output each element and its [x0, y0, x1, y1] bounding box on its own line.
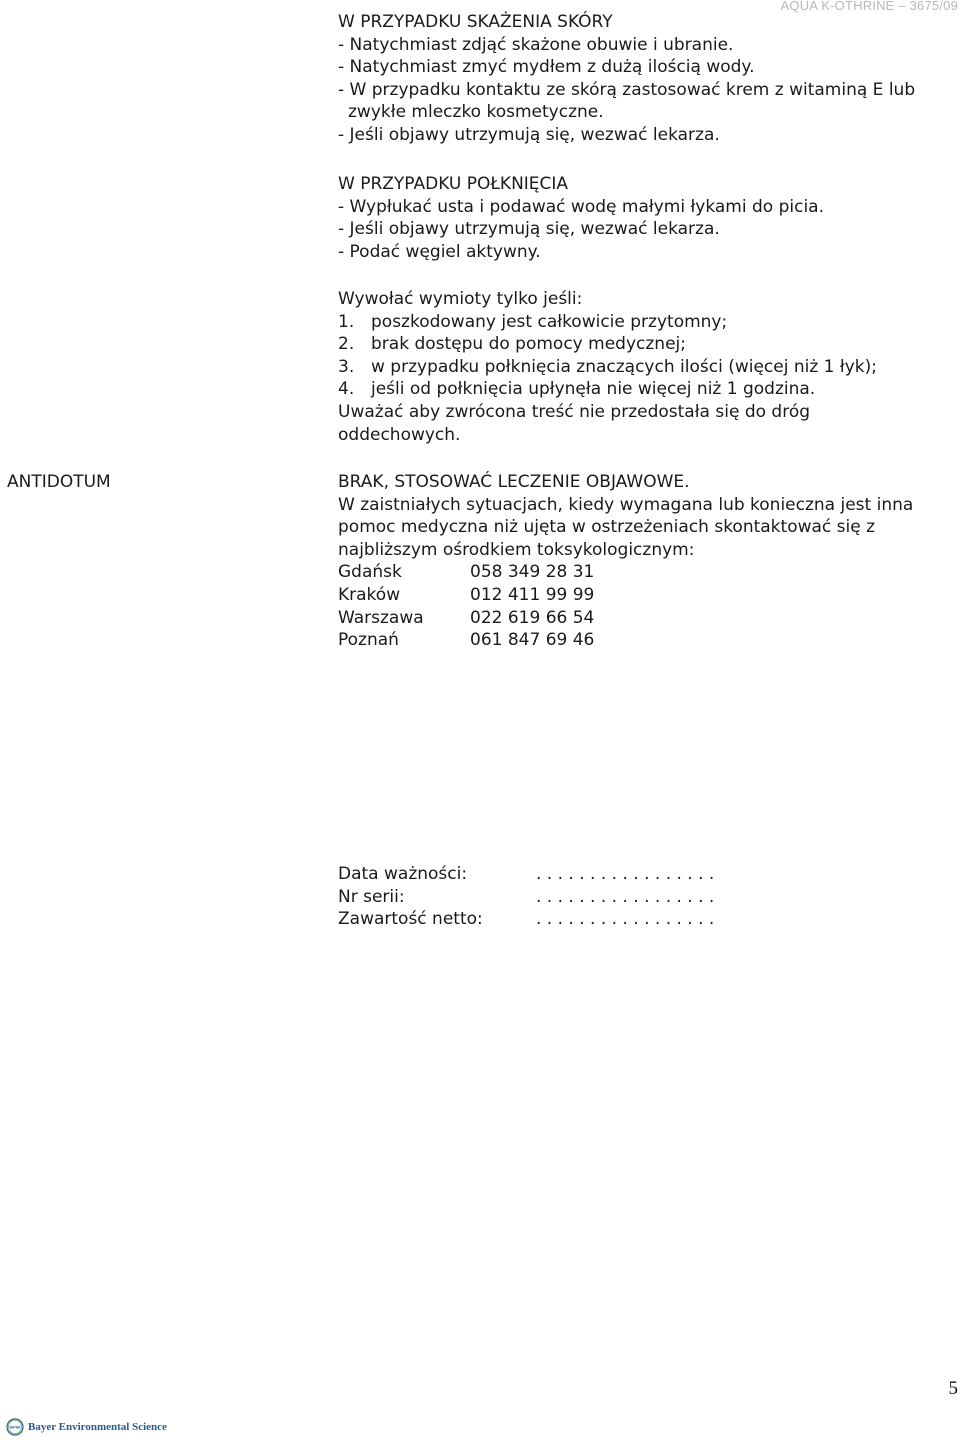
item-number: 1.: [338, 311, 355, 332]
skin-section: [338, 11, 948, 147]
antidote-text: W zaistniałych sytuacjach, kiedy wymagana lub konieczna jest inna pomoc medyczna niż ujęta w ostrzeżeniach skontaktować się z najbliższym ośrodkiem toksykologicznym:: [338, 494, 914, 560]
antidote-heading: BRAK, STOSOWAĆ LECZENIE OBJAWOWE.: [338, 472, 690, 492]
item-text: poszkodowany jest całkowicie przytomny;: [371, 311, 728, 332]
list-item: - Jeśli objawy utrzymują się, wezwać lekarza.: [338, 219, 720, 240]
section-intro: Wywołać wymioty tylko jeśli:: [338, 289, 583, 309]
bayer-cross-logo-icon: [6, 1418, 24, 1436]
section-heading: W PRZYPADKU SKAŻENIA SKÓRY: [338, 12, 613, 32]
numbered-item: [338, 378, 948, 401]
numbered-item: [338, 356, 948, 379]
list-item: - Podać węgiel aktywny.: [338, 241, 541, 262]
page-number: 5: [948, 1378, 958, 1399]
vomit-section: [338, 288, 948, 446]
item-number: 4.: [338, 379, 355, 400]
company-name: Bayer Environmental Science: [28, 1421, 167, 1433]
item-text: w przypadku połknięcia znaczących ilości (więcej niż 1 łyk);: [371, 356, 877, 377]
city-name: Poznań: [338, 630, 399, 651]
poison-center-row: [338, 561, 948, 584]
antidote-label: ANTIDOTUM: [7, 472, 111, 492]
list-item: - W przypadku kontaktu ze skórą zastosować krem z witaminą E lub: [338, 79, 916, 100]
field-label: Data ważności:: [338, 864, 468, 884]
poison-center-row: [338, 607, 948, 630]
numbered-item: [338, 311, 948, 334]
field-row: [338, 863, 948, 886]
poison-center-row: [338, 584, 948, 607]
section-heading: W PRZYPADKU POŁKNIĘCIA: [338, 174, 569, 194]
footer-logo: [6, 1418, 167, 1436]
list-item: zwykłe mleczko kosmetyczne.: [348, 102, 604, 123]
numbered-item: [338, 333, 948, 356]
item-text: jeśli od połknięcia upłynęła nie więcej niż 1 godzina.: [371, 379, 816, 400]
item-number: 3.: [338, 356, 355, 377]
city-name: Warszawa: [338, 607, 424, 628]
field-placeholder: . . . . . . . . . . . . . . . . .: [536, 909, 715, 930]
list-item: - Jeśli objawy utrzymują się, wezwać lekarza.: [338, 124, 720, 145]
logo-text: BAYER: [9, 1425, 21, 1430]
product-fields: [338, 863, 948, 931]
field-row: [338, 886, 948, 909]
poison-center-row: [338, 629, 948, 652]
city-name: Kraków: [338, 584, 401, 605]
item-text: brak dostępu do pomocy medycznej;: [371, 334, 686, 355]
item-number: 2.: [338, 334, 355, 355]
warning-text: Uważać aby zwrócona treść nie przedostała się do dróg oddechowych.: [338, 401, 811, 445]
phone-number: 058 349 28 31: [470, 562, 595, 583]
field-placeholder: . . . . . . . . . . . . . . . . .: [536, 864, 715, 884]
field-placeholder: . . . . . . . . . . . . . . . . .: [536, 886, 715, 907]
antidote-section: [338, 471, 948, 652]
city-name: Gdańsk: [338, 562, 402, 583]
list-item: - Natychmiast zmyć mydłem z dużą ilością wody.: [338, 57, 755, 78]
phone-number: 061 847 69 46: [470, 630, 595, 651]
document-code: AQUA K-OTHRINE – 3675/09: [780, 0, 958, 13]
phone-number: 022 619 66 54: [470, 607, 595, 628]
list-item: - Wypłukać usta i podawać wodę małymi łykami do picia.: [338, 196, 824, 217]
swallow-section: [338, 173, 948, 263]
list-item: - Natychmiast zdjąć skażone obuwie i ubranie.: [338, 34, 734, 55]
phone-number: 012 411 99 99: [470, 584, 595, 605]
field-label: Nr serii:: [338, 886, 405, 907]
field-label: Zawartość netto:: [338, 909, 483, 930]
field-row: [338, 908, 948, 931]
